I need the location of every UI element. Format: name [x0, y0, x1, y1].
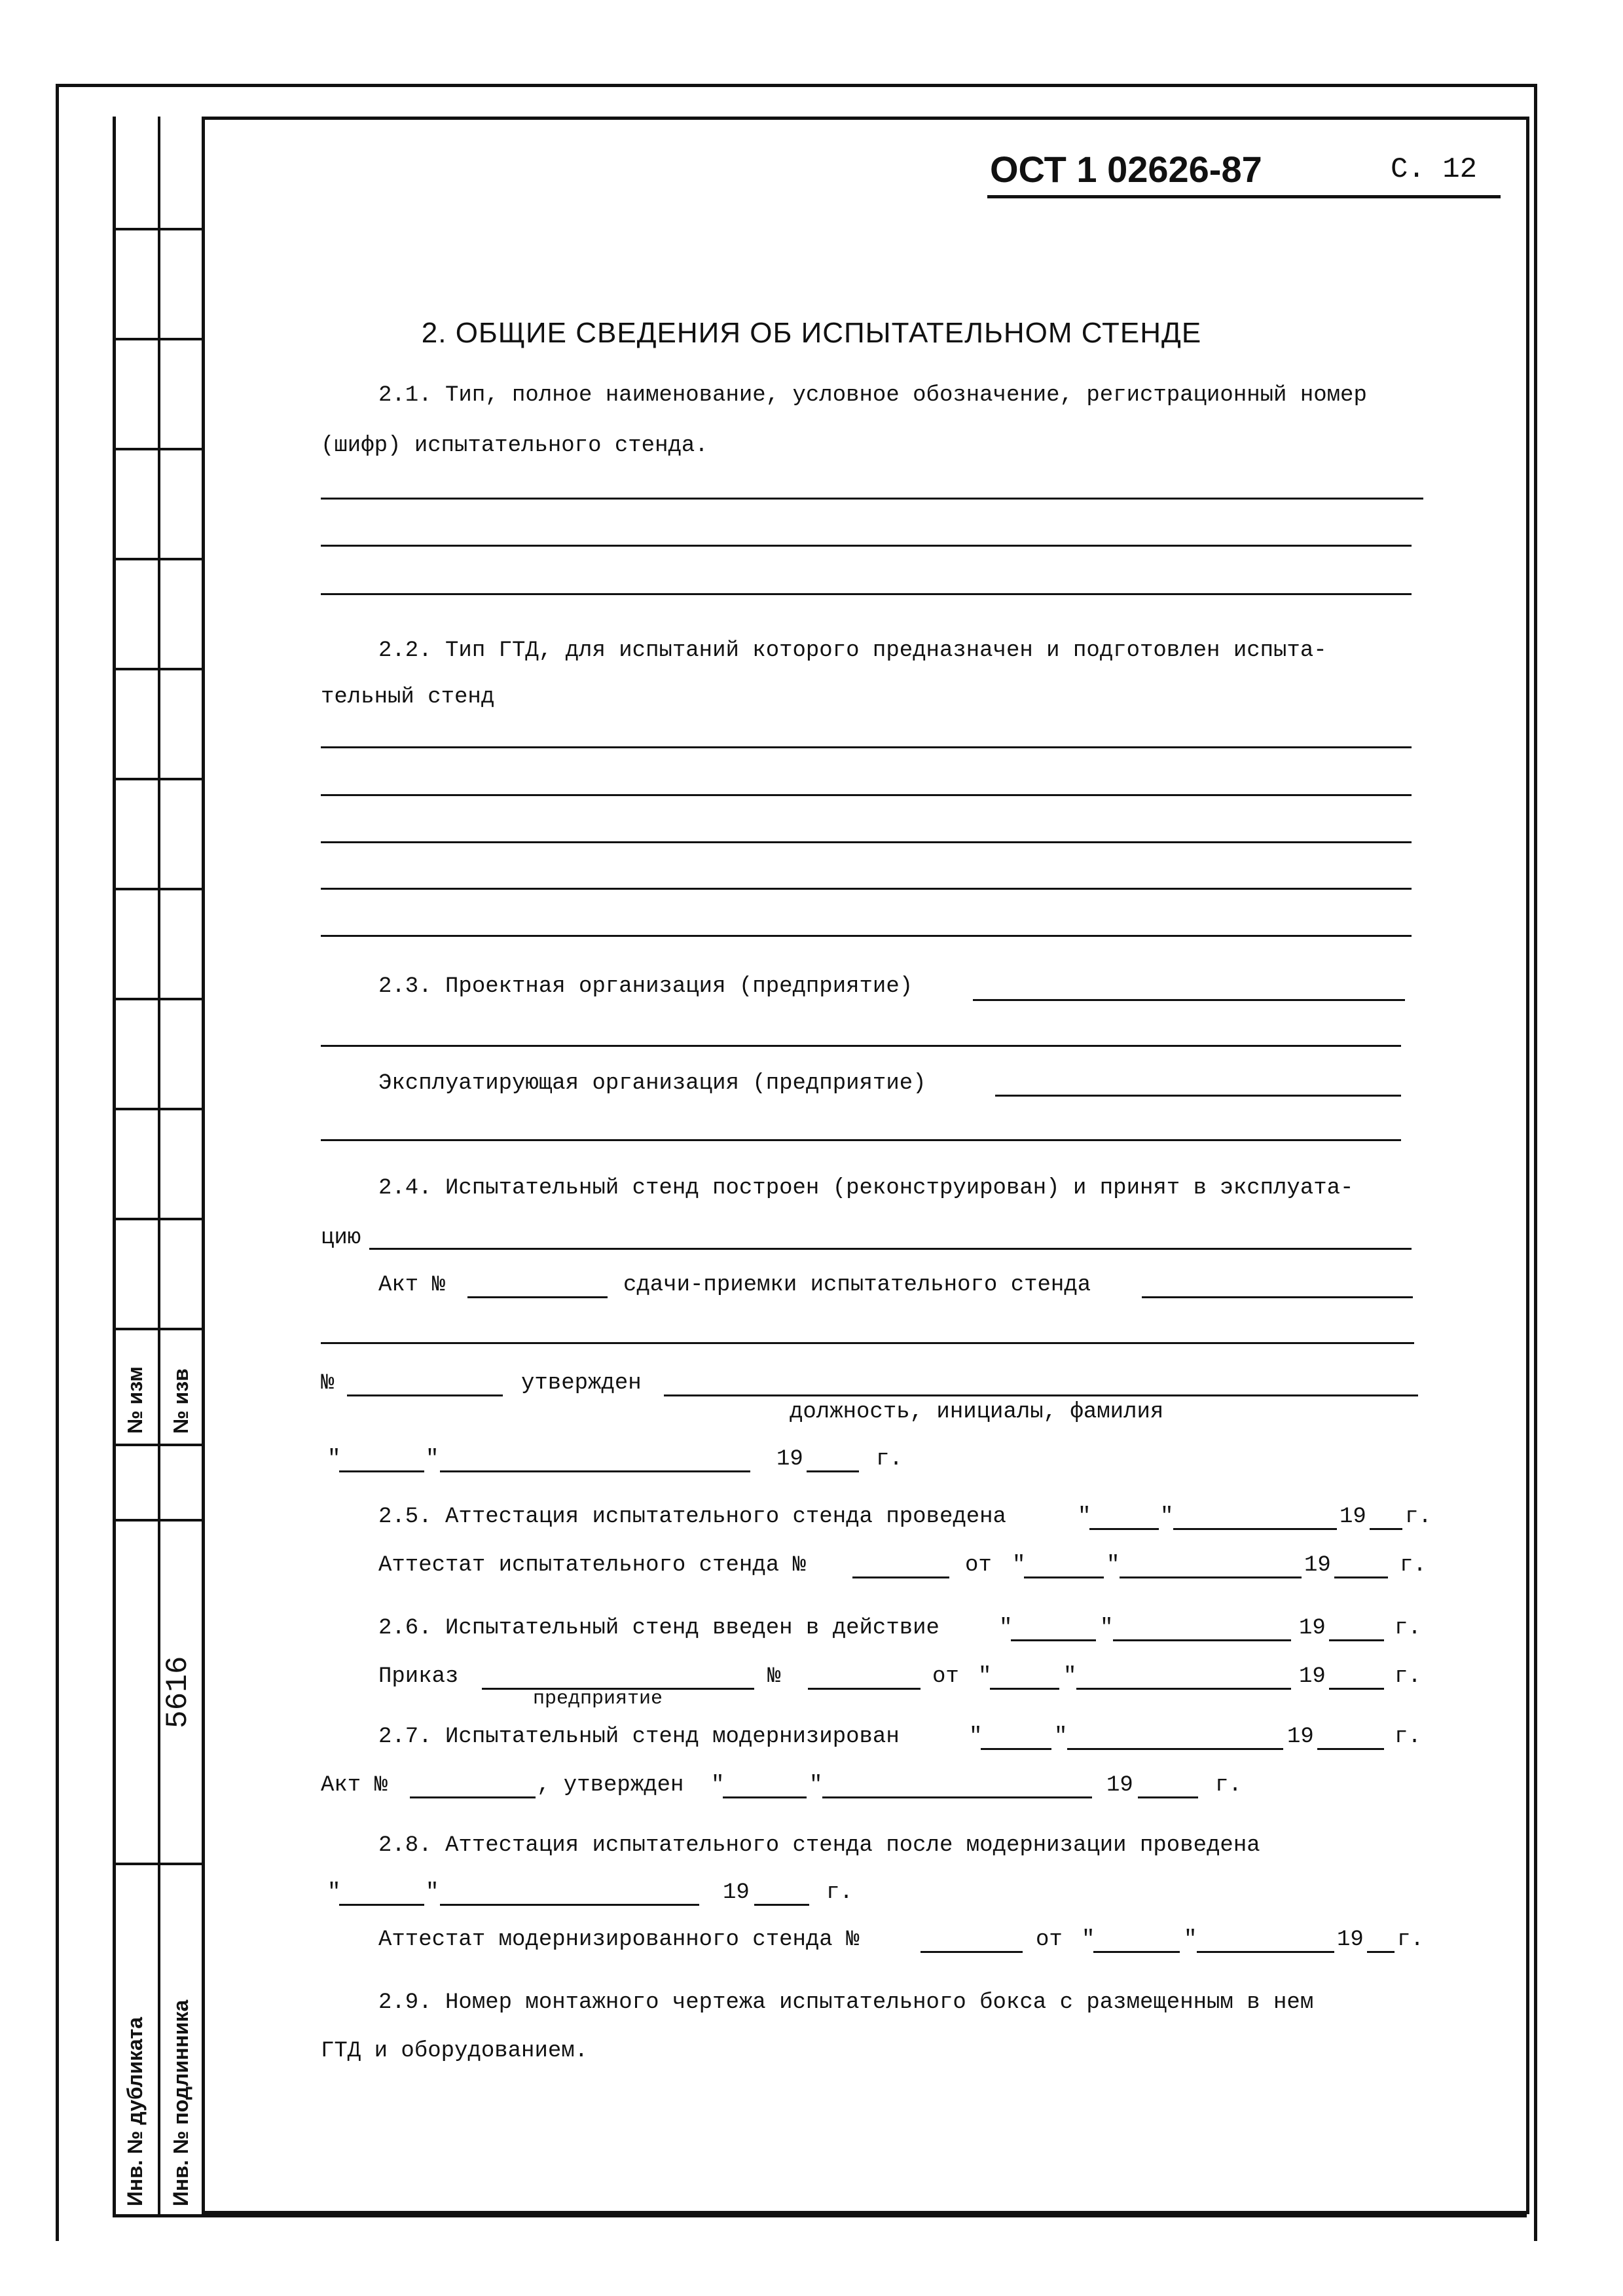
p22-line2: тельный стенд — [321, 685, 495, 710]
fill-line — [1024, 1576, 1104, 1578]
fill-line — [1334, 1576, 1388, 1578]
year-g: г. — [1215, 1773, 1242, 1798]
p23-operator: Эксплуатирующая организация (предприятие) — [378, 1071, 926, 1096]
no-prefix: № — [321, 1371, 335, 1396]
p28-line1: 2.8. Аттестация испытательного стенда после модернизации проведена — [378, 1833, 1260, 1858]
from-label: от — [932, 1664, 959, 1689]
quote-open: " — [999, 1616, 1013, 1641]
quote-close: " — [1160, 1504, 1174, 1529]
p21-line1: 2.1. Тип, полное наименование, условное обозначение, регистрационный номер — [378, 383, 1367, 408]
gutter-row-line — [113, 778, 203, 780]
gutter-row-line — [113, 558, 203, 560]
year-19: 19 — [1299, 1664, 1326, 1689]
year-g: г. — [826, 1880, 853, 1905]
gutter-row-line — [113, 1519, 203, 1522]
caption-enterprise: предприятие — [533, 1688, 663, 1710]
gutter-row-line — [113, 998, 203, 1000]
no-prefix: № — [767, 1664, 781, 1689]
fill-line — [990, 1688, 1059, 1690]
fill-line — [754, 1904, 809, 1906]
quote-close: " — [1063, 1664, 1077, 1689]
year-19: 19 — [1337, 1927, 1364, 1952]
year-g: г. — [1405, 1504, 1432, 1529]
approved-comma: , утвержден — [537, 1773, 684, 1798]
quote-open: " — [1012, 1553, 1026, 1578]
fill-line — [321, 888, 1412, 890]
fill-line — [1329, 1688, 1384, 1690]
year-19: 19 — [1340, 1504, 1366, 1529]
gutter-row-line — [113, 1863, 203, 1865]
year-19: 19 — [1106, 1773, 1133, 1798]
fill-line — [723, 1796, 807, 1798]
fill-line — [321, 1342, 1414, 1344]
section-title: 2. ОБЩИЕ СВЕДЕНИЯ ОБ ИСПЫТАТЕЛЬНОМ СТЕНДЕ — [421, 317, 1202, 349]
fill-line — [1173, 1528, 1337, 1530]
page-label: С. 12 — [1391, 153, 1478, 186]
p25-label: 2.5. Аттестация испытательного стенда проведена — [378, 1504, 1006, 1529]
fill-line — [321, 841, 1412, 843]
fill-line — [1076, 1688, 1291, 1690]
fill-line — [921, 1951, 1023, 1953]
quote-open: " — [978, 1664, 992, 1689]
caption-official: должность, инициалы, фамилия — [790, 1400, 1164, 1425]
fill-line — [321, 794, 1412, 796]
fill-line — [410, 1796, 536, 1798]
fill-line — [1011, 1639, 1096, 1641]
year-g: г. — [876, 1447, 903, 1472]
fill-line — [1120, 1576, 1302, 1578]
fill-line — [321, 1139, 1401, 1141]
fill-line — [852, 1576, 949, 1578]
quote-close: " — [1106, 1553, 1120, 1578]
p23-label: 2.3. Проектная организация (предприятие) — [378, 974, 913, 999]
fill-line — [347, 1394, 503, 1396]
year-19: 19 — [1287, 1724, 1314, 1749]
header-rule — [987, 195, 1501, 198]
gutter-rev-no2: № изв — [169, 1368, 192, 1434]
p25-cert: Аттестат испытательного стенда № — [378, 1553, 806, 1578]
gutter-row-line — [113, 668, 203, 670]
fill-line — [1113, 1639, 1291, 1641]
quote-open: " — [327, 1880, 341, 1905]
from-label: от — [965, 1553, 992, 1578]
gutter-dup-no: Инв. № дубликата — [123, 2016, 147, 2206]
quote-close: " — [809, 1773, 823, 1798]
quote-close: " — [1054, 1724, 1068, 1749]
fill-line — [1142, 1296, 1413, 1298]
fill-line — [807, 1470, 859, 1472]
p29-line2: ГТД и оборудованием. — [321, 2039, 589, 2064]
p28-cert: Аттестат модернизированного стенда № — [378, 1927, 860, 1952]
quote-close: " — [1184, 1927, 1197, 1952]
approved-label: утвержден — [521, 1371, 642, 1396]
fill-line — [321, 545, 1412, 547]
fill-line — [1317, 1748, 1384, 1750]
year-g: г. — [1395, 1724, 1421, 1749]
fill-line — [664, 1394, 1418, 1396]
fill-line — [981, 1748, 1051, 1750]
year-g: г. — [1395, 1616, 1421, 1641]
text-frame — [202, 117, 1529, 2214]
quote-close: " — [426, 1447, 439, 1472]
fill-line — [822, 1796, 1092, 1798]
p27-label: 2.7. Испытательный стенд модернизирован — [378, 1724, 900, 1749]
fill-line — [973, 999, 1405, 1001]
from-label: от — [1036, 1927, 1063, 1952]
fill-line — [321, 1045, 1401, 1047]
p24-line2: цию — [321, 1226, 361, 1250]
fill-line — [995, 1095, 1401, 1097]
fill-line — [808, 1688, 921, 1690]
quote-close: " — [426, 1880, 439, 1905]
fill-line — [440, 1904, 699, 1906]
fill-line — [339, 1904, 424, 1906]
act-prefix: Акт № — [378, 1273, 446, 1298]
fill-line — [369, 1248, 1412, 1250]
fill-line — [1089, 1528, 1159, 1530]
gutter-row-line — [113, 1444, 203, 1446]
p26-label: 2.6. Испытательный стенд введен в действие — [378, 1616, 939, 1641]
p21-line2: (шифр) испытательного стенда. — [321, 433, 708, 458]
quote-close: " — [1100, 1616, 1114, 1641]
fill-line — [321, 746, 1412, 748]
year-19: 19 — [1304, 1553, 1331, 1578]
doc-code: ОСТ 1 02626-87 — [990, 149, 1262, 190]
quote-open: " — [969, 1724, 983, 1749]
fill-line — [1067, 1748, 1283, 1750]
fill-line — [321, 593, 1412, 595]
year-g: г. — [1395, 1664, 1421, 1689]
fill-line — [1329, 1639, 1384, 1641]
bottom-rule — [113, 2214, 1527, 2217]
quote-open: " — [1082, 1927, 1095, 1952]
gutter-row-line — [113, 448, 203, 450]
p24-line1: 2.4. Испытательный стенд построен (реконструирован) и принят в эксплуата- — [378, 1176, 1354, 1201]
year-g: г. — [1397, 1927, 1424, 1952]
year-g: г. — [1400, 1553, 1427, 1578]
gutter-divider — [158, 117, 160, 2214]
quote-open: " — [327, 1447, 341, 1472]
gutter-row-line — [113, 1328, 203, 1330]
gutter-orig-no: Инв. № подлинника — [169, 1999, 192, 2206]
year-19: 19 — [723, 1880, 750, 1905]
act-short: Акт № — [321, 1773, 388, 1798]
quote-open: " — [1078, 1504, 1091, 1529]
fill-line — [321, 935, 1412, 937]
gutter-row-line — [113, 228, 203, 230]
year-19: 19 — [1299, 1616, 1326, 1641]
gutter-row-line — [113, 888, 203, 890]
quote-open: " — [711, 1773, 725, 1798]
fill-line — [321, 498, 1423, 500]
gutter-row-line — [113, 1218, 203, 1220]
fill-line — [1093, 1951, 1180, 1953]
fill-line — [1138, 1796, 1198, 1798]
fill-line — [339, 1470, 424, 1472]
fill-line — [1370, 1528, 1402, 1530]
year-19: 19 — [776, 1447, 803, 1472]
p22-line1: 2.2. Тип ГТД, для испытаний которого предназначен и подготовлен испыта- — [378, 638, 1327, 663]
p29-line1: 2.9. Номер монтажного чертежа испытательного бокса с размещенным в нем — [378, 1990, 1314, 2015]
gutter-inv-number: 5616 — [161, 1656, 195, 1728]
fill-line — [440, 1470, 750, 1472]
gutter-row-line — [113, 1108, 203, 1110]
act-middle: сдачи-приемки испытательного стенда — [623, 1273, 1091, 1298]
fill-line — [1367, 1951, 1395, 1953]
order-label: Приказ — [378, 1664, 459, 1689]
fill-line — [1197, 1951, 1334, 1953]
fill-line — [467, 1296, 608, 1298]
gutter-rev-no: № изм — [123, 1366, 147, 1434]
